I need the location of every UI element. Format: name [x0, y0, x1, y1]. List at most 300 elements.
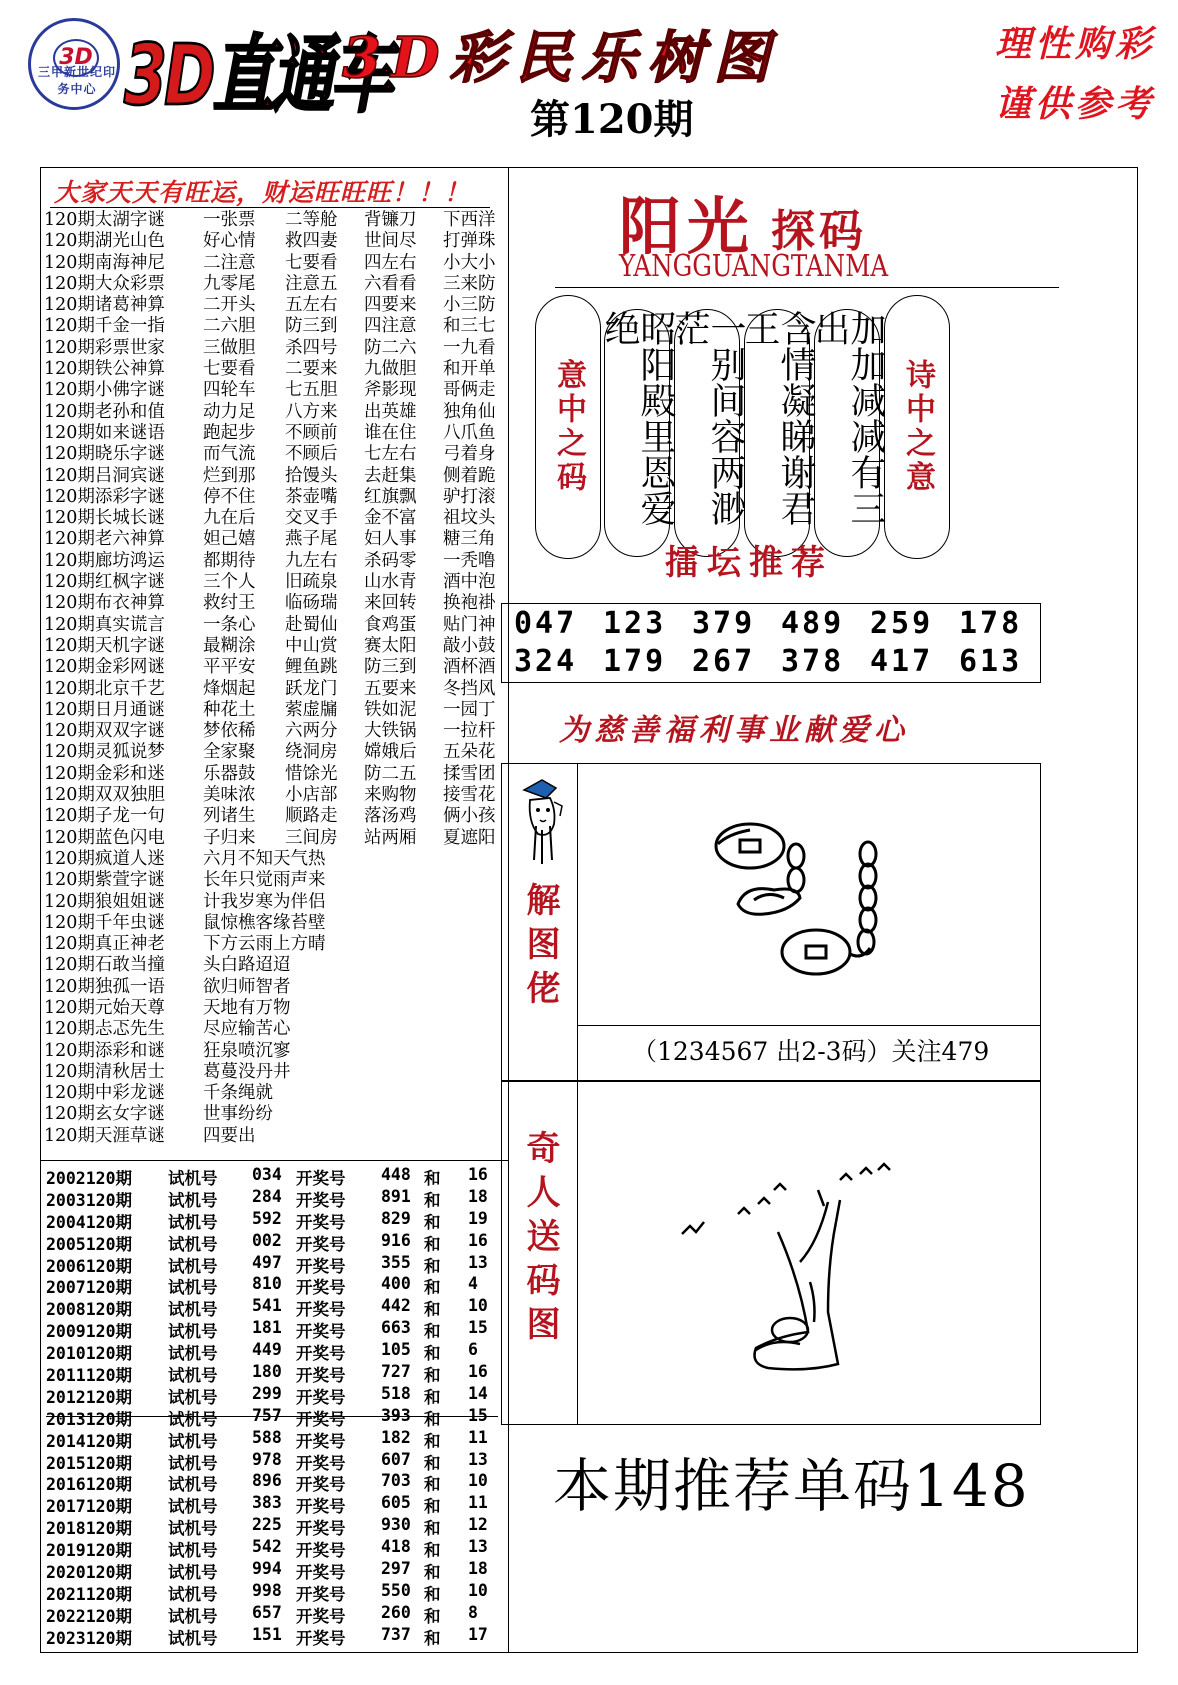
- riddle-row: [44, 1083, 506, 1104]
- riddle-clue: 揉雪团: [443, 763, 496, 784]
- history-cell: 2018120期: [46, 1519, 133, 1539]
- history-cell: 开奖号: [296, 1584, 346, 1604]
- riddle-clue: 一张票: [203, 210, 256, 230]
- history-row: [46, 1559, 506, 1581]
- riddle-source: 120期子龙一句: [44, 806, 165, 827]
- riddle-clue: 头白路迢迢: [203, 955, 291, 976]
- riddle-clue: 停不住: [203, 486, 256, 507]
- riddle-row: [44, 977, 506, 998]
- riddle-row: [44, 466, 506, 487]
- history-row: [46, 1537, 506, 1559]
- riddle-source: 120期千年虫谜: [44, 912, 165, 933]
- puzzle-label: 解图佬: [520, 882, 560, 1014]
- riddle-source: 120期疯道人迷: [44, 848, 165, 869]
- riddle-clue: 糖三角: [443, 529, 496, 550]
- riddle-clue: 防二六: [364, 337, 417, 358]
- history-cell: 和: [424, 1212, 441, 1232]
- riddle-source: 120期老六神算: [44, 529, 165, 550]
- riddle-clue: 世间尽: [364, 231, 417, 252]
- history-cell: 和: [424, 1234, 441, 1254]
- riddle-clue: 金不富: [364, 508, 417, 529]
- riddle-source: 120期红枫字谜: [44, 572, 165, 593]
- history-cell: 8: [468, 1602, 478, 1622]
- riddle-source: 120期千金一指: [44, 316, 165, 337]
- riddle-clue: 救四妻: [285, 231, 338, 252]
- history-cell: 105: [381, 1340, 411, 1360]
- history-cell: 试机号: [168, 1563, 218, 1583]
- riddle-clue: 出英雄: [364, 401, 417, 422]
- riddle-clue: 接雪花: [443, 785, 496, 806]
- riddle-row: [44, 338, 506, 359]
- riddle-source: 120期诸葛神算: [44, 295, 165, 316]
- history-row: [46, 1340, 506, 1362]
- riddle-clue: 大铁锅: [364, 721, 417, 742]
- history-cell: 和: [424, 1584, 441, 1604]
- history-divider: [40, 1160, 508, 1161]
- riddle-source: 120期老孙和值: [44, 401, 165, 422]
- riddle-source: 120期狼姐姐谜: [44, 891, 165, 912]
- history-cell: 和: [424, 1366, 441, 1386]
- history-cell: 2021120期: [46, 1584, 133, 1604]
- riddle-clue: 二六胆: [203, 316, 256, 337]
- riddle-row: [44, 806, 506, 827]
- history-cell: 试机号: [168, 1431, 218, 1451]
- riddle-clue: 交叉手: [285, 508, 338, 529]
- riddle-clue: 四左右: [364, 252, 417, 273]
- poem-line-2: 一别间容两渺茫: [674, 309, 740, 557]
- history-cell: 18: [468, 1186, 488, 1206]
- history-row: [46, 1428, 506, 1450]
- riddle-source: 120期廊坊鸿运: [44, 550, 165, 571]
- history-cell: 592: [252, 1208, 282, 1228]
- history-cell: 试机号: [168, 1628, 218, 1648]
- riddle-source: 120期北京千艺: [44, 678, 165, 699]
- history-cell: 2007120期: [46, 1278, 133, 1298]
- riddle-clue: 拾馒头: [285, 465, 338, 486]
- history-cell: 2022120期: [46, 1606, 133, 1626]
- riddle-row: [44, 849, 506, 870]
- history-cell: 试机号: [168, 1497, 218, 1517]
- greeting-divider: [50, 207, 490, 208]
- riddle-source: 120期彩票世家: [44, 337, 165, 358]
- riddle-clue: 天地有万物: [203, 997, 291, 1018]
- history-cell: 930: [381, 1515, 411, 1535]
- riddle-clue: 四轮车: [203, 380, 256, 401]
- riddle-clue: 杀码零: [364, 550, 417, 571]
- history-cell: 588: [252, 1427, 282, 1447]
- history-cell: 151: [252, 1624, 282, 1644]
- history-cell: 11: [468, 1427, 488, 1447]
- riddle-clue: 小大小: [443, 252, 496, 273]
- history-row: [46, 1384, 506, 1406]
- history-cell: 542: [252, 1537, 282, 1557]
- history-cell: 810: [252, 1274, 282, 1294]
- history-cell: 260: [381, 1602, 411, 1622]
- history-cell: 开奖号: [296, 1606, 346, 1626]
- riddle-clue: 绕洞房: [285, 742, 338, 763]
- left-column: [40, 167, 509, 1653]
- history-cell: 418: [381, 1537, 411, 1557]
- history-cell: 607: [381, 1449, 411, 1469]
- history-cell: 15: [468, 1405, 488, 1425]
- history-cell: 试机号: [168, 1256, 218, 1276]
- history-cell: 开奖号: [296, 1519, 346, 1539]
- riddle-clue: 茶壶嘴: [285, 486, 338, 507]
- history-cell: 2013120期: [46, 1409, 133, 1429]
- riddle-row: [44, 508, 506, 529]
- riddle-clue: 来购物: [364, 785, 417, 806]
- history-row: [46, 1471, 506, 1493]
- history-cell: 开奖号: [296, 1344, 346, 1364]
- code: 267: [692, 644, 756, 679]
- history-cell: 2015120期: [46, 1453, 133, 1473]
- puzzle-label-cell: [502, 764, 578, 1080]
- history-cell: 2016120期: [46, 1475, 133, 1495]
- history-cell: 4: [468, 1274, 478, 1294]
- history-cell: 19: [468, 1208, 488, 1228]
- riddle-clue: 计我岁寒为伴侣: [203, 891, 326, 912]
- mystic-label-cell: [502, 1082, 578, 1424]
- riddle-clue: 小店部: [285, 785, 338, 806]
- history-cell: 和: [424, 1409, 441, 1429]
- history-cell: 试机号: [168, 1300, 218, 1320]
- riddle-row: [44, 721, 506, 742]
- history-cell: 13: [468, 1252, 488, 1272]
- riddle-clue: 惜馀光: [285, 763, 338, 784]
- history-row: [46, 1362, 506, 1384]
- riddle-clue: 九零尾: [203, 273, 256, 294]
- history-cell: 开奖号: [296, 1278, 346, 1298]
- riddle-clue: 八爪鱼: [443, 422, 496, 443]
- history-cell: 916: [381, 1230, 411, 1250]
- riddle-clue: 七左右: [364, 444, 417, 465]
- code: 179: [603, 644, 667, 679]
- code: 379: [692, 606, 756, 641]
- history-cell: 试机号: [168, 1322, 218, 1342]
- history-cell: 383: [252, 1493, 282, 1513]
- riddle-clue: 四注意: [364, 316, 417, 337]
- riddle-clue: 三做胆: [203, 337, 256, 358]
- history-cell: 开奖号: [296, 1431, 346, 1451]
- history-cell: 034: [252, 1165, 282, 1184]
- riddle-clue: 背镰刀: [364, 210, 417, 230]
- history-row: [46, 1450, 506, 1472]
- history-cell: 978: [252, 1449, 282, 1469]
- riddle-source: 120期铁公神算: [44, 359, 165, 380]
- history-cell: 和: [424, 1541, 441, 1561]
- riddle-clue: 弓着身: [443, 444, 496, 465]
- riddle-source: 120期金彩网谜: [44, 657, 165, 678]
- riddle-clue: 最糊涂: [203, 635, 256, 656]
- history-cell: 开奖号: [296, 1256, 346, 1276]
- history-cell: 和: [424, 1497, 441, 1517]
- riddle-row: [44, 1062, 506, 1083]
- history-cell: 开奖号: [296, 1387, 346, 1407]
- history-cell: 试机号: [168, 1190, 218, 1210]
- riddle-clue: 狂泉喷沉寥: [203, 1040, 291, 1061]
- history-cell: 518: [381, 1383, 411, 1403]
- riddle-clue: 平平安: [203, 657, 256, 678]
- riddle-clue: 烂到那: [203, 465, 256, 486]
- history-cell: 2004120期: [46, 1212, 133, 1232]
- riddle-clue: 三个人: [203, 572, 256, 593]
- riddle-clue: 下西洋: [443, 210, 496, 230]
- history-cell: 试机号: [168, 1234, 218, 1254]
- history-cell: 757: [252, 1405, 282, 1425]
- history-row: [46, 1603, 506, 1625]
- history-cell: 541: [252, 1296, 282, 1316]
- riddle-row: [44, 679, 506, 700]
- riddle-clue: 赛太阳: [364, 635, 417, 656]
- history-cell: 448: [381, 1165, 411, 1184]
- history-cell: 试机号: [168, 1453, 218, 1473]
- history-cell: 2005120期: [46, 1234, 133, 1254]
- history-cell: 2017120期: [46, 1497, 133, 1517]
- riddle-row: [44, 529, 506, 550]
- history-cell: 896: [252, 1471, 282, 1491]
- history-row: [46, 1625, 506, 1647]
- riddle-source: 120期晓乐字谜: [44, 444, 165, 465]
- history-cell: 2002120期: [46, 1169, 133, 1188]
- history-cell: 试机号: [168, 1541, 218, 1561]
- puzzle-caption: （1234567 出2-3码）关注479: [632, 1037, 990, 1066]
- brand-logo-text: 3D直通车: [124, 25, 390, 125]
- riddle-clue: 来回转: [364, 593, 417, 614]
- riddle-clue: 五左右: [285, 295, 338, 316]
- pill-code-in-mind: 意中之码: [535, 295, 601, 559]
- riddle-clue: 一拉杆: [443, 721, 496, 742]
- history-cell: 开奖号: [296, 1190, 346, 1210]
- history-cell: 727: [381, 1362, 411, 1382]
- riddle-row: [44, 444, 506, 465]
- history-row: [46, 1296, 506, 1318]
- riddle-row: [44, 1019, 506, 1040]
- history-cell: 355: [381, 1252, 411, 1272]
- history-cell: 开奖号: [296, 1409, 346, 1429]
- riddle-clue: 九左右: [285, 550, 338, 571]
- riddle-source: 120期双双独胆: [44, 785, 165, 806]
- code-row-1: [514, 606, 1048, 641]
- riddle-row: [44, 955, 506, 976]
- history-cell: 16: [468, 1230, 488, 1250]
- history-cell: 297: [381, 1559, 411, 1579]
- history-cell: 2008120期: [46, 1300, 133, 1320]
- riddle-source: 120期真实谎言: [44, 614, 165, 635]
- riddle-source: 120期真正神老: [44, 934, 165, 955]
- riddle-list: [44, 210, 506, 1147]
- riddle-row: [44, 1104, 506, 1125]
- riddle-source: 120期石敢当撞: [44, 955, 165, 976]
- history-cell: 和: [424, 1519, 441, 1539]
- riddle-row: [44, 870, 506, 891]
- riddle-clue: 小三防: [443, 295, 496, 316]
- history-cell: 试机号: [168, 1212, 218, 1232]
- riddle-clue: 长年只觉雨声来: [203, 870, 326, 891]
- history-cell: 和: [424, 1431, 441, 1451]
- riddle-source: 120期清秋居士: [44, 1061, 165, 1082]
- puzzle-picture-box: [501, 763, 1041, 1081]
- history-cell: 开奖号: [296, 1628, 346, 1648]
- history-cell: 试机号: [168, 1387, 218, 1407]
- riddle-clue: 铁如泥: [364, 699, 417, 720]
- history-cell: 2020120期: [46, 1563, 133, 1583]
- riddle-clue: 下方云雨上方晴: [203, 934, 326, 955]
- riddle-clue: 美味浓: [203, 785, 256, 806]
- history-cell: 497: [252, 1252, 282, 1272]
- code: 324: [514, 644, 578, 679]
- history-cell: 2006120期: [46, 1256, 133, 1276]
- riddle-row: [44, 593, 506, 614]
- riddle-clue: 葛蔓没丹井: [203, 1061, 291, 1082]
- riddle-source: 120期南海神尼: [44, 252, 165, 273]
- history-cell: 891: [381, 1186, 411, 1206]
- history-cell: 试机号: [168, 1584, 218, 1604]
- history-cell: 试机号: [168, 1169, 218, 1188]
- riddle-clue: 五要来: [364, 678, 417, 699]
- history-cell: 和: [424, 1278, 441, 1298]
- yangguang-title: 阳光: [619, 190, 756, 263]
- history-cell: 2003120期: [46, 1190, 133, 1210]
- history-cell: 393: [381, 1405, 411, 1425]
- riddle-clue: 不顾前: [285, 422, 338, 443]
- riddle-clue: 和三七: [443, 316, 496, 337]
- riddle-clue: 九做胆: [364, 359, 417, 380]
- riddle-source: 120期添彩和谜: [44, 1040, 165, 1061]
- history-cell: 和: [424, 1256, 441, 1276]
- riddle-row: [44, 1126, 506, 1147]
- riddle-clue: 换袍褂: [443, 593, 496, 614]
- yangguang-divider: [555, 287, 1059, 288]
- riddle-source: 120期中彩龙谜: [44, 1083, 165, 1104]
- riddle-source: 120期独孤一语: [44, 976, 165, 997]
- riddle-clue: 三间房: [285, 827, 338, 848]
- history-row: [46, 1231, 506, 1253]
- history-cell: 和: [424, 1453, 441, 1473]
- history-cell: 和: [424, 1475, 441, 1495]
- history-cell: 663: [381, 1318, 411, 1338]
- riddle-row: [44, 274, 506, 295]
- riddle-clue: 燕子尾: [285, 529, 338, 550]
- riddle-row: [44, 742, 506, 763]
- riddle-row: [44, 380, 506, 401]
- riddle-clue: 子归来: [203, 827, 256, 848]
- code-recommend-box: [501, 603, 1041, 683]
- riddle-clue: 一条心: [203, 614, 256, 635]
- code: 259: [870, 606, 934, 641]
- history-cell: 998: [252, 1580, 282, 1600]
- history-cell: 2012120期: [46, 1387, 133, 1407]
- riddle-clue: 旧疏泉: [285, 572, 338, 593]
- code: 178: [959, 606, 1023, 641]
- history-cell: 和: [424, 1169, 441, 1188]
- history-cell: 10: [468, 1471, 488, 1491]
- riddle-source: 120期元始天尊: [44, 997, 165, 1018]
- riddle-row: [44, 785, 506, 806]
- riddle-source: 120期添彩字谜: [44, 486, 165, 507]
- riddle-clue: 四要出: [203, 1125, 256, 1146]
- riddle-row: [44, 359, 506, 380]
- history-cell: 和: [424, 1606, 441, 1626]
- history-cell: 2011120期: [46, 1366, 133, 1386]
- riddle-clue: 梦依稀: [203, 721, 256, 742]
- riddle-clue: 酒杯酒: [443, 657, 496, 678]
- riddle-row: [44, 1041, 506, 1062]
- history-cell: 11: [468, 1493, 488, 1513]
- coins-chain-illustration: [578, 764, 1040, 1026]
- history-cell: 605: [381, 1493, 411, 1513]
- riddle-source: 120期天涯草谜: [44, 1125, 165, 1146]
- history-cell: 299: [252, 1383, 282, 1403]
- riddle-clue: 独角仙: [443, 401, 496, 422]
- riddle-clue: 救纣王: [203, 593, 256, 614]
- history-cell: 12: [468, 1515, 488, 1535]
- history-cell: 2019120期: [46, 1541, 133, 1561]
- ring-recommend-title: 擂坛推荐: [665, 543, 833, 583]
- riddle-source: 120期大众彩票: [44, 273, 165, 294]
- page-title: 3D彩民乐树图: [342, 25, 780, 91]
- riddle-row: [44, 998, 506, 1019]
- riddle-clue: 妲己嬉: [203, 529, 256, 550]
- riddle-clue: 六看看: [364, 273, 417, 294]
- history-cell: 试机号: [168, 1409, 218, 1429]
- riddle-clue: 跑起步: [203, 422, 256, 443]
- riddle-clue: 落汤鸡: [364, 806, 417, 827]
- history-cell: 开奖号: [296, 1212, 346, 1232]
- riddle-row: [44, 934, 506, 955]
- issue-number: 第120期: [530, 96, 694, 143]
- history-row: [46, 1493, 506, 1515]
- logo-3d-mark: 3D: [53, 39, 99, 77]
- riddle-clue: 去赶集: [364, 465, 417, 486]
- poem-line-1: 昭阳殿里恩爱绝: [604, 309, 670, 557]
- riddle-clue: 七五胆: [285, 380, 338, 401]
- riddle-row: [44, 764, 506, 785]
- riddle-clue: 四要来: [364, 295, 417, 316]
- tree-birds-illustration: [578, 1082, 1040, 1424]
- riddle-source: 120期吕洞宾谜: [44, 465, 165, 486]
- riddle-row: [44, 572, 506, 593]
- history-table: [46, 1165, 506, 1647]
- history-cell: 10: [468, 1580, 488, 1600]
- riddle-clue: 斧影现: [364, 380, 417, 401]
- history-cell: 和: [424, 1563, 441, 1583]
- history-cell: 和: [424, 1322, 441, 1342]
- riddle-clue: 嫦娥后: [364, 742, 417, 763]
- history-row: [46, 1406, 506, 1428]
- riddle-clue: 种花土: [203, 699, 256, 720]
- history-cell: 开奖号: [296, 1322, 346, 1342]
- riddle-source: 120期小佛字谜: [44, 380, 165, 401]
- history-cell: 225: [252, 1515, 282, 1535]
- history-cell: 16: [468, 1362, 488, 1382]
- riddle-source: 120期灵狐说梦: [44, 742, 165, 763]
- greeting-banner: 大家天天有旺运，财运旺旺旺！！！: [54, 178, 471, 207]
- riddle-clue: 酒中泡: [443, 572, 496, 593]
- slogan-reference: 谨供参考: [995, 84, 1156, 125]
- riddle-clue: 二注意: [203, 252, 256, 273]
- history-cell: 182: [381, 1427, 411, 1447]
- history-cell: 试机号: [168, 1278, 218, 1298]
- yangguang-subtitle: 探码: [771, 206, 867, 257]
- riddle-clue: 赴蜀仙: [285, 614, 338, 635]
- riddle-clue: 全家聚: [203, 742, 256, 763]
- mystic-label: 奇人送码图: [520, 1130, 560, 1350]
- riddle-source: 120期日月通谜: [44, 699, 165, 720]
- history-cell: 开奖号: [296, 1563, 346, 1583]
- history-cell: 16: [468, 1165, 488, 1184]
- logo-emblem: [28, 18, 120, 110]
- history-cell: 002: [252, 1230, 282, 1250]
